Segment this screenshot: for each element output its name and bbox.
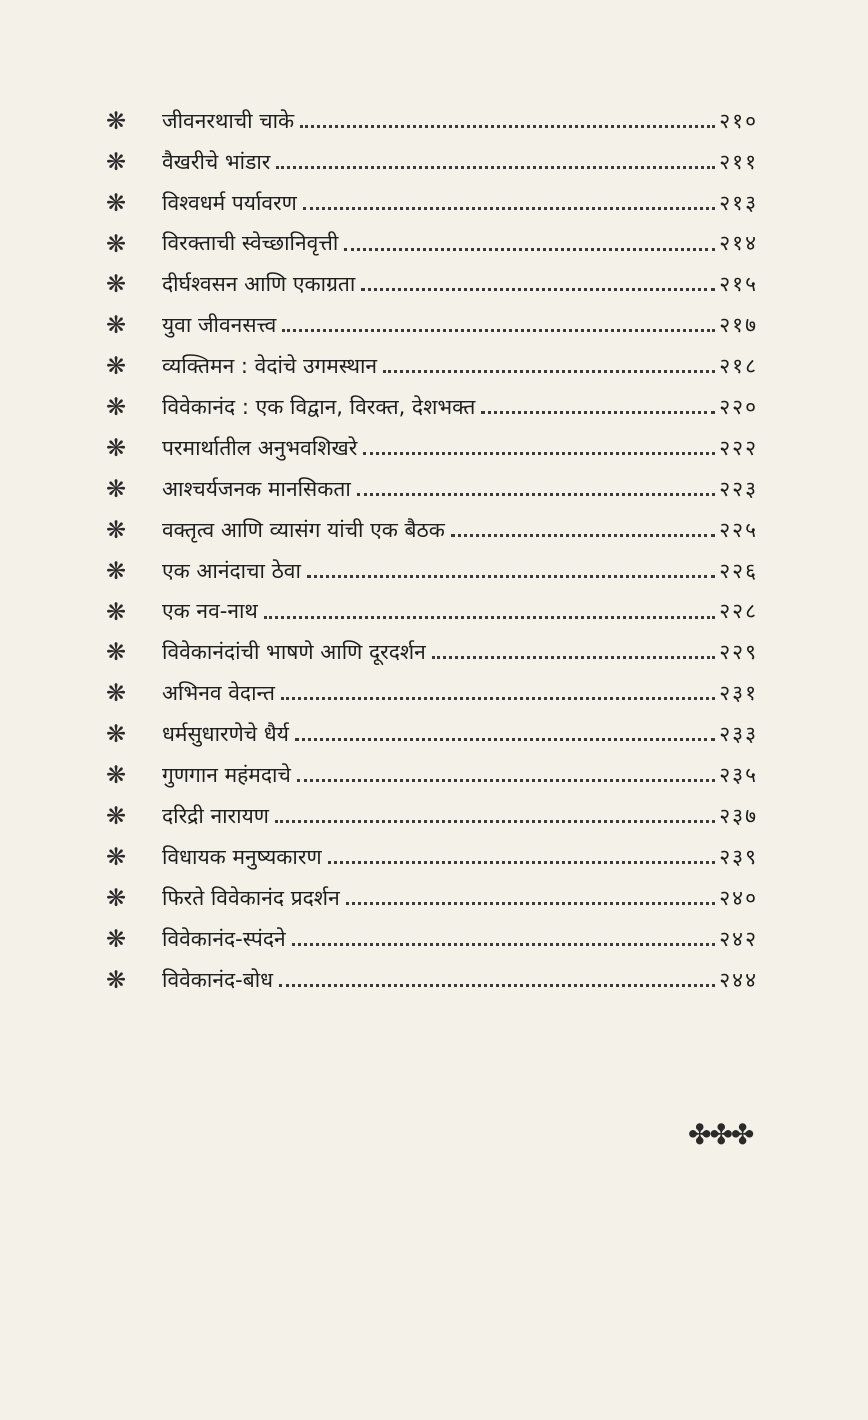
toc-entry[interactable] [106,959,758,1000]
toc-entry-page: २२९ [719,640,758,665]
toc-entry[interactable] [106,918,758,959]
dot-leader [303,207,715,210]
toc-entry-title: आश्चर्यजनक मानसिकता [162,476,351,501]
toc-entry-title: विरक्ताची स्वेच्छानिवृत्ती [162,231,339,256]
bullet-icon: ❋ [106,556,127,585]
dot-leader [282,329,715,332]
dot-leader [307,575,715,578]
bullet-icon: ❋ [106,597,127,626]
toc-entry[interactable] [106,468,758,509]
dot-leader [432,656,715,659]
toc-entry-page: २१० [719,108,758,133]
bullet-icon: ❋ [106,638,127,667]
toc-entry-title: एक नव-नाथ [162,599,258,624]
dot-leader [363,452,715,455]
table-of-contents [106,100,758,1000]
toc-entry-title: परमार्थातील अनुभवशिखरे [162,435,358,460]
toc-entry-title: विवेकानंद-स्पंदने [162,926,286,951]
toc-entry-title: वक्तृत्व आणि व्यासंग यांची एक बैठक [162,517,445,542]
toc-entry-page: २१८ [719,354,758,379]
toc-entry[interactable] [106,264,758,305]
toc-entry[interactable] [106,100,758,141]
bullet-icon: ❋ [106,311,127,340]
dot-leader [292,943,716,946]
toc-entry-page: २२८ [719,599,758,624]
bullet-icon: ❋ [106,434,127,463]
toc-entry-title: फिरते विवेकानंद प्रदर्शन [162,885,340,910]
dot-leader [361,288,715,291]
toc-entry-page: २४० [719,885,758,910]
toc-entry-title: अभिनव वेदान्त [162,681,275,706]
toc-entry-title: युवा जीवनसत्त्व [162,313,277,338]
bullet-icon: ❋ [106,147,127,176]
toc-entry-title: विवेकानंद : एक विद्वान, विरक्त, देशभक्त [162,395,476,420]
toc-entry-title: दरिद्री नारायण [162,803,269,828]
bullet-icon: ❋ [106,352,127,381]
bullet-icon: ❋ [106,679,127,708]
dot-leader [295,738,715,741]
toc-entry-title: जीवनरथाची चाके [162,108,295,133]
toc-entry-page: २२५ [719,517,758,542]
bullet-icon: ❋ [106,842,127,871]
toc-entry-page: २२३ [719,476,758,501]
dot-leader [275,820,715,823]
dot-leader [281,697,715,700]
toc-entry[interactable] [106,713,758,754]
toc-entry-page: २२२ [719,435,758,460]
dot-leader [481,411,715,414]
toc-entry[interactable] [106,182,758,223]
toc-entry-title: विधायक मनुष्यकारण [162,844,322,869]
dot-leader [279,984,715,987]
toc-entry-page: २४२ [719,926,758,951]
dot-leader [297,779,715,782]
toc-entry[interactable] [106,877,758,918]
toc-entry[interactable] [106,141,758,182]
dot-leader [346,902,715,905]
toc-entry[interactable] [106,304,758,345]
toc-entry-page: २१४ [719,231,758,256]
dot-leader [344,248,715,251]
toc-entry[interactable] [106,550,758,591]
toc-entry-title: वैखरीचे भांडार [162,149,271,174]
toc-entry[interactable] [106,754,758,795]
toc-entry-page: २४४ [719,967,758,992]
toc-entry-page: २३३ [719,722,758,747]
toc-entry-page: २३१ [719,681,758,706]
toc-entry[interactable] [106,795,758,836]
dot-leader [451,534,715,537]
toc-entry[interactable] [106,632,758,673]
toc-entry-title: विश्वधर्म पर्यावरण [162,190,297,215]
toc-entry[interactable] [106,386,758,427]
toc-entry-page: २११ [719,149,758,174]
bullet-icon: ❋ [106,924,127,953]
bullet-icon: ❋ [106,965,127,994]
toc-entry[interactable] [106,591,758,632]
dot-leader [328,861,716,864]
toc-entry-page: २२० [719,395,758,420]
toc-entry[interactable] [106,345,758,386]
toc-entry[interactable] [106,427,758,468]
toc-entry-page: २३७ [719,803,758,828]
bullet-icon: ❋ [106,229,127,258]
toc-entry-page: २२६ [719,558,758,583]
toc-entry[interactable] [106,509,758,550]
dot-leader [300,125,715,128]
bullet-icon: ❋ [106,720,127,749]
toc-entry-page: २३५ [719,763,758,788]
bullet-icon: ❋ [106,802,127,831]
bullet-icon: ❋ [106,393,127,422]
toc-entry[interactable] [106,223,758,264]
dot-leader [357,493,715,496]
toc-entry-title: दीर्घश्वसन आणि एकाग्रता [162,272,356,297]
bullet-icon: ❋ [106,474,127,503]
dot-leader [264,616,715,619]
toc-entry-page: २१५ [719,272,758,297]
toc-entry-title: एक आनंदाचा ठेवा [162,558,301,583]
bullet-icon: ❋ [106,761,127,790]
dot-leader [383,370,715,373]
toc-entry[interactable] [106,836,758,877]
dot-leader [276,166,715,169]
bullet-icon: ❋ [106,515,127,544]
toc-entry-title: विवेकानंदांची भाषणे आणि दूरदर्शन [162,640,426,665]
toc-entry-page: २३९ [719,844,758,869]
toc-entry-title: धर्मसुधारणेचे धैर्य [162,722,289,747]
toc-entry-title: गुणगान महंमदाचे [162,763,291,788]
toc-entry-title: विवेकानंद-बोध [162,967,274,992]
toc-entry[interactable] [106,672,758,713]
bullet-icon: ❋ [106,270,127,299]
toc-entry-title: व्यक्तिमन : वेदांचे उगमस्थान [162,354,378,379]
toc-entry-page: २१७ [719,313,758,338]
toc-entry-page: २१३ [719,190,758,215]
bullet-icon: ❋ [106,106,127,135]
end-ornament-icon: ✤✤✤ [688,1118,753,1151]
bullet-icon: ❋ [106,883,127,912]
bullet-icon: ❋ [106,188,127,217]
